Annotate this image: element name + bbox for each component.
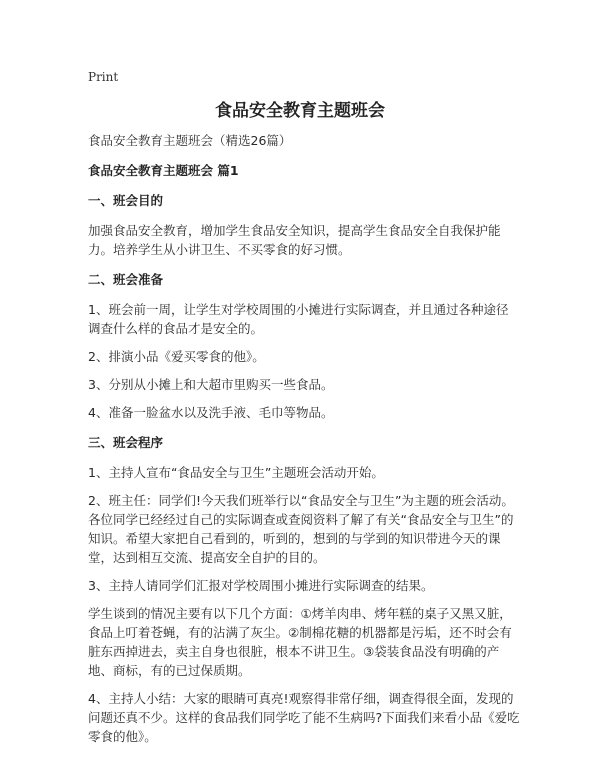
- paragraph: 3、主持人请同学们汇报对学校周围小摊进行实际调查的结果。: [88, 578, 434, 593]
- paragraph: 1、主持人宣布“食品安全与卫生”主题班会活动开始。: [88, 465, 384, 480]
- paragraph: 4、主持人小结：大家的眼睛可真亮!观察得非常仔细，调查得很全面，发现的问题还真不少。这样的食品我们同学吃了能不生病吗?下面我们来看小品《爱吃零食的他》。: [88, 691, 520, 744]
- paragraph: 2、班主任：同学们!今天我们班举行以“食品安全与卫生”为主题的班会活动。各位同学已经经过自己的实际调查或查阅资料了解了有关“食品安全与卫生”的知识。希望大家把自己看到的，听到的，想到的与学到的知识带进今天的课堂，达到相互交流、提高安全自护的目的。: [88, 493, 514, 565]
- document-title: 食品安全教育主题班会: [215, 101, 385, 121]
- section-heading-preparation: 二、班会准备: [88, 272, 164, 287]
- article-heading: 食品安全教育主题班会 篇1: [88, 163, 239, 178]
- document-body: [88, 131, 520, 746]
- document-subtitle: 食品安全教育主题班会（精选26篇）: [88, 133, 292, 148]
- paragraph: 加强食品安全教育，增加学生食品安全知识，提高学生食品安全自我保护能力。培养学生从小讲卫生、不买零食的好习惯。: [88, 223, 501, 257]
- section-heading-procedure: 三、班会程序: [88, 435, 164, 450]
- paragraph: 4、准备一脸盆水以及洗手液、毛巾等物品。: [88, 405, 334, 420]
- paragraph: 2、排演小品《爱买零食的他》。: [88, 349, 265, 364]
- print-link[interactable]: Print: [88, 70, 119, 84]
- section-heading-purpose: 一、班会目的: [88, 193, 164, 208]
- paragraph: 1、班会前一周，让学生对学校周围的小摊进行实际调查，并且通过各种途径调查什么样的食品才是安全的。: [88, 302, 509, 336]
- paragraph: 学生谈到的情况主要有以下几个方面：①烤羊肉串、烤年糕的桌子又黑又脏，食品上叮着苍蝇，有的沾满了灰尘。②制棉花糖的机器都是污垢，还不时会有脏东西掉进去，卖主自身也很脏，根本不讲卫生。③袋装食品没有明确的产地、商标，有的已过保质期。: [88, 606, 512, 678]
- paragraph: 3、分别从小摊上和大超市里购买一些食品。: [88, 377, 334, 392]
